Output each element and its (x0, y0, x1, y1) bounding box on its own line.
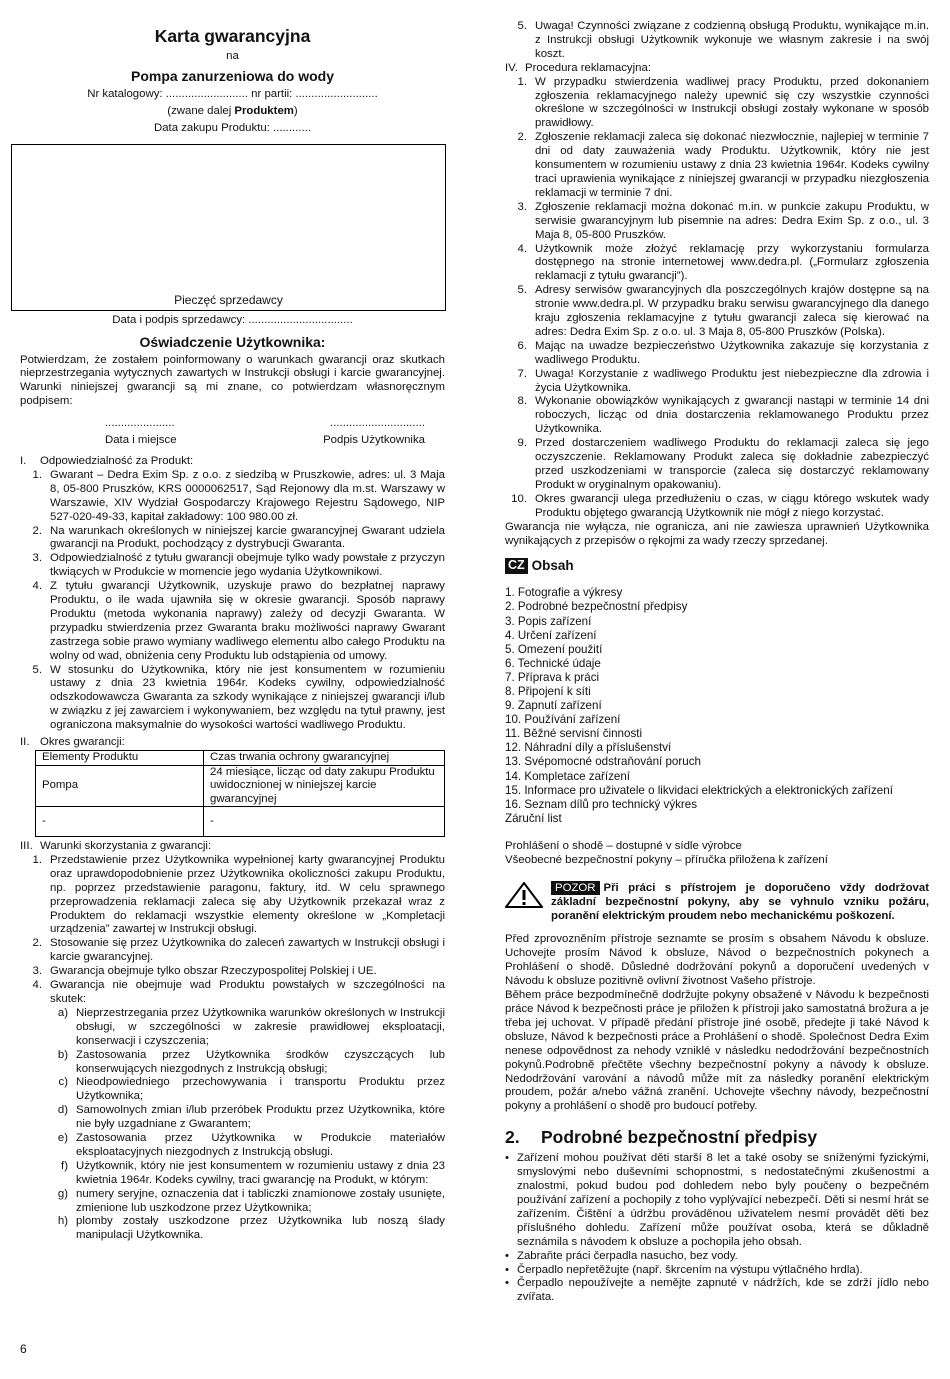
section-2-heading: II. Okres gwarancji: (20, 736, 125, 749)
list-item-text: Zastosowania przez Użytkownika środków czyszczących lub konserwujących niezgodnych z Instrukcją obsługi; (76, 1048, 445, 1075)
bullet-text: Zařízení mohou používat děti starší 8 let a také osoby se sníženými fyzickými, smyslovými nebo duševními schopnostmi, s nedostatečnými zkušenostmi a znalostmi, pokud budou pod dohledem nebo byly poučeny o bezpečném používání zařízení a pochopily z toho vyplývající nebezpečí. Děti si nesmí hrát se zařízením. Čištění a údržbu prováděnou uživatelem nesmí provádět děti bez příslušného dohledu. Zařízení může používat osoba, která se důkladně seznámila s návodem k obsluze a pochopila jeho obsah. (517, 1152, 929, 1248)
list-item (505, 340, 929, 368)
list-item (20, 552, 445, 580)
table-of-contents (505, 586, 929, 826)
toc-entry: 8. Připojení k síti (505, 685, 591, 698)
list-item-number: 6. (517, 339, 527, 352)
list-item-text: Okres gwarancji ulega przedłużeniu o czas, w ciągu którego wskutek wady Produktu objętego gwarancją Użytkownik nie mógł z niego korzystać. (535, 492, 929, 519)
list-item-text: numery seryjne, oznaczenia dat i tabliczki znamionowe zostały usunięte, zmienione lub uszkodzone przez Użytkownika; (76, 1187, 445, 1214)
toc-entry: 12. Náhradní díly a příslušenství (505, 741, 672, 755)
bullet-text: Zabraňte práci čerpadla nasucho, bez vody. (517, 1249, 738, 1262)
list-item (20, 1160, 445, 1188)
list-item-number: 4. (517, 242, 527, 255)
list-item (505, 131, 929, 201)
list-item (20, 1215, 445, 1243)
toc-entry: Záruční list (505, 811, 562, 825)
toc-entry: 14. Kompletace zařízení (505, 769, 631, 783)
right-column (505, 0, 929, 1305)
warning-triangle-icon (505, 882, 551, 924)
cz-contents-title: Obsah (531, 558, 574, 574)
toc-entry: 7. Příprava k práci (505, 670, 600, 684)
list-item (20, 1188, 445, 1216)
bullet-icon: • (505, 1277, 509, 1290)
bullet-text: Čerpadlo nepoužívejte a nemějte zapnuté v nádržích, kde se zdrží jídlo nebo zvířata. (517, 1277, 929, 1304)
left-column (20, 0, 445, 1243)
list-item-number: b) (57, 1048, 68, 1061)
na-text: na (226, 50, 239, 62)
declaration-text: Potwierdzam, że zostałem poinformowany o warunkach gwarancji oraz skutkach nieprzestrzegania wytycznych zawartych w Instrukcji obsługi i karcie gwarancyjnej. Warunki niniejszej gwarancji są mi znane, co potwierdzam własnoręcznym podpisem: (20, 353, 445, 408)
bullet-icon: • (505, 1152, 509, 1165)
intro-paragraph-1: Před zprovozněním přístroje seznamte se prosím s obsahem Návodu k obsluze. Uchovejte prosím Návod k obsluze, Návod o bezpečnostních pokynech a Prohlášení o shodě. Důsledné dodržování pokynů a doporučení uvedených v Návodu k obsluze pozitivně ovlivní životnost Vašeho přístroje. (505, 933, 929, 988)
section-1-list (20, 469, 445, 733)
list-item-number: 3. (517, 200, 527, 213)
toc-entry: 5. Omezení použití (505, 642, 603, 656)
list-item-number: 1. (32, 853, 42, 866)
list-item-text: W przypadku stwierdzenia wadliwej pracy Produktu, przed dokonaniem zgłoszenia reklamacyjnego należy upewnić się czy wszystkie czynności określone w szczególności w Instrukcji obsługi zostały wykonane w sposób prawidłowy. (535, 75, 929, 130)
bullet-item (505, 1264, 929, 1278)
stamp-label: Pieczęć sprzedawcy (174, 292, 283, 307)
toc-entry: 1. Fotografie a výkresy (505, 586, 623, 600)
conformity-line-2: Všeobecné bezpečnostní pokyny – příručka přiložena k zařízení (505, 853, 828, 866)
list-item-text: Użytkownik, który nie jest konsumentem w rozumieniu ustawy z dnia 23 kwietnia 1964r. Kodeks cywilny, traci gwarancję na Produkt, w którym: (76, 1159, 445, 1186)
safety-bullets (505, 1152, 929, 1305)
table-header-row (36, 751, 445, 766)
list-item-text: Samowolnych zmian i/lub przeróbek Produktu przez Użytkownika, które nie były uzgadniane z Gwarantem; (76, 1104, 445, 1131)
seller-signature-line: Data i podpis sprzedawcy: ................................. (112, 313, 353, 326)
bullet-icon: • (505, 1249, 509, 1262)
list-item-text: Zgłoszenie reklamacji można dokonać m.in. w punkcie zakupu Produktu, w serwisie gwarancyjnym lub pisemnie na adres: Dedra Exim Sp. z o.o., ul. 3 Maja 8, 05-800 Pruszków. (535, 200, 929, 241)
seller-stamp-box (11, 144, 446, 311)
list-item (20, 1076, 445, 1104)
list-item-text: Gwarant – Dedra Exim Sp. z o.o. z siedzibą w Pruszkowie, adres: ul. 3 Maja 8, 05-800 Pruszków, KRS 0000062517, Sąd Rejonowy dla m.st. Warszawy w Warszawie, XIV Wydział Gospodarczy Krajowego Rejestru Sądowego, NIP 527-020-49-33, kapitał zakładowy: 100 980.00 zł. (50, 468, 445, 523)
bullet-item (505, 1152, 929, 1249)
cz-language-badge: CZ (505, 558, 528, 574)
list-item (505, 76, 929, 132)
list-item-number: 10. (511, 492, 527, 505)
list-item-text: plomby zostały uszkodzone przez Użytkownika lub noszą ślady manipulacji Użytkownika. (76, 1215, 445, 1242)
list-item-text: Stosowanie się przez Użytkownika do zaleceń zawartych w Instrukcji obsługi i karcie gwarancyjnej. (50, 937, 445, 964)
list-item (20, 1132, 445, 1160)
toc-entry: 15. Informace pro uživatele o likvidaci elektrických a elektronických zařízení (505, 783, 893, 797)
list-item-number: h) (57, 1215, 68, 1228)
list-item-number: c) (58, 1076, 68, 1089)
warranty-period-table (35, 750, 445, 837)
user-signature-dots: .............................. (330, 417, 425, 430)
warning-text-block (551, 882, 929, 924)
table-cell: - (36, 807, 204, 837)
list-item-number: 2. (517, 131, 527, 144)
product-name: Pompa zanurzeniowa do wody (130, 67, 335, 84)
list-item-number: 1. (517, 75, 527, 88)
list-item-number: 1. (32, 468, 42, 481)
table-cell: Pompa (36, 765, 204, 807)
list-item-text: Przed dostarczeniem wadliwego Produktu do reklamacji zaleca się jego oczyszczenie. Reklamowany Produkt zaleca się dokładnie zabezpieczyć przed uszkodzeniami w transporcie (zaleca się dostarczyć reklamowany Produkt w oryginalnym opakowaniu). (535, 437, 929, 491)
table-header-cell: Czas trwania ochrony gwarancyjnej (204, 751, 445, 766)
list-item (20, 1104, 445, 1132)
date-place-label: Data i miejsce (105, 434, 177, 447)
list-item (20, 525, 445, 553)
list-item (20, 469, 445, 525)
bullet-text: Čerpadlo nepřetěžujte (např. škrcením na výstupu výtlačného hrdla). (517, 1263, 863, 1276)
list-item (505, 493, 929, 521)
signature-dots (20, 417, 445, 431)
list-item-number: 4. (32, 580, 42, 593)
list-item-number: 9. (517, 437, 527, 450)
toc-entry: 2. Podrobné bezpečnostní předpisy (505, 600, 688, 614)
list-item-number: 2. (32, 937, 42, 950)
safety-warning (505, 882, 929, 924)
list-item-number: 3. (32, 965, 42, 978)
list-item (505, 284, 929, 340)
purchase-date: Data zakupu Produktu: ............ (153, 121, 312, 134)
bullet-item (505, 1277, 929, 1305)
list-item-text: Gwarancja nie obejmuje wad Produktu powstałych w szczególności na skutek: (50, 979, 445, 1005)
list-item (505, 368, 929, 396)
list-item-text: Uwaga! Czynności związane z codzienną obsługą Produktu, wynikające m.in. z Instrukcji obsługi Użytkownik wykonuje we własnym zakresie i na swój koszt. (535, 20, 929, 60)
toc-entry: 13. Svépomocné odstraňování poruch (505, 755, 701, 769)
list-item-number: 5. (517, 20, 527, 32)
list-item-number: 5. (517, 284, 527, 297)
table-row (36, 807, 445, 837)
list-item-number: 8. (517, 395, 527, 408)
table-cell: - (204, 807, 445, 837)
list-item (20, 979, 445, 1007)
date-place-dots: ...................... (105, 417, 175, 430)
toc-entry: 11. Běžné servisní činnosti (505, 727, 643, 741)
product-alias: (zwane dalej Produktem) (167, 104, 298, 117)
list-item (20, 937, 445, 965)
table-row (36, 765, 445, 807)
list-item (505, 395, 929, 437)
section-2-cz-heading: 2. Podrobné bezpečnostní předpisy (505, 1127, 818, 1148)
list-item-text: Nieprzestrzegania przez Użytkownika warunków określonych w Instrukcji obsługi, w szczególności w zakresie prawidłowej eksploatacji, konserwacji i czyszczenia; (76, 1006, 445, 1047)
list-item (20, 1049, 445, 1077)
list-item-text: Użytkownik może złożyć reklamację przy wykorzystaniu formularza dostępnego na stronie internetowej www.dedra.pl. („Formularz zgłoszenia reklamacji z tytułu gwarancji”). (535, 242, 929, 283)
list-item-text: Przedstawienie przez Użytkownika wypełnionej karty gwarancyjnej Produktu oraz uprawdopodobnienie przez Użytkownika okoliczności zakupu Produktu, np. poprzez przedstawienie paragonu, faktury, itd. W celu sprawnego przeprowadzenia reklamacji zaleca się aby Użytkownik przekazał wraz z Produktem do reklamacji wszystkie elementy określone w „Kompletacji urządzenia” zawartej w Instrukcji obsługi. (50, 853, 445, 936)
warranty-card-title: Karta gwarancyjna (154, 26, 311, 46)
list-item-text: Mając na uwadze bezpieczeństwo Użytkownika zakazuje się korzystania z wadliwego Produktu. (535, 339, 929, 366)
list-item-number: a) (57, 1006, 68, 1019)
declaration-title: Oświadczenie Użytkownika: (139, 333, 326, 350)
closing-statement: Gwarancja nie wyłącza, nie ogranicza, ani nie zawiesza uprawnień Użytkownika wynikających z przepisów o rękojmi za wady rzeczy sprzedanej. (505, 520, 929, 547)
intro-paragraph-2: Během práce bezpodmínečně dodržujte pokyny obsažené v Návodu k bezpečnosti práce Návod k bezpečnosti práce je přiložen k přístroji jako samostatná brožura a je třeba jej uchovat. V případě předání přístroje jiné osobě, předejte ji také Návod k obsluze, Návod k bezpečnosti práce a Prohlášení o shodě. Společnost Dedra Exim nenese odpovědnost za nehody vzniklé v následku nedodržování bezpečnostních pokynů.Podrobně přečtěte všechny bezpečnostní pokyny a návody k obsluze. Nedodržování varování a návodů může mít za následky poranění elektrickým proudem, požár a/nebo vážná zranění. Uchovejte všechny návody, bezpečnostní pokyny a prohlášení o shodě pro budoucí potřeby. (505, 989, 929, 1113)
list-item (20, 965, 445, 979)
list-item-text: Uwaga! Korzystanie z wadliwego Produktu jest niebezpieczne dla zdrowia i życia Użytkownika. (535, 367, 929, 394)
section-3-heading: III. Warunki skorzystania z gwarancji: (20, 840, 212, 852)
list-item (505, 20, 929, 62)
list-item-text: Na warunkach określonych w niniejszej karcie gwarancyjnej Gwarant udziela gwarancji na Produkt, pochodzący z dystrybucji Gwaranta. (50, 524, 445, 551)
conformity-line-1: Prohlášení o shodě – dostupné v sídle výrobce (505, 839, 742, 852)
list-item (20, 580, 445, 663)
list-item-number: e) (57, 1132, 68, 1145)
section-3-continued-list (505, 20, 929, 62)
user-signature-label: Podpis Użytkownika (323, 434, 425, 447)
section-4-heading: IV. Procedura reklamacyjna: (505, 61, 651, 74)
list-item-text: Adresy serwisów gwarancyjnych dla poszczególnych krajów dostępne są na stronie www.dedra.pl. W przypadku braku serwisu gwarancyjnego dla danego kraju zgłoszenia reklamacyjne z tytułu gwarancji zaleca się kierować na adres: Dedra Exim Sp. z o.o. ul. 3 Maja 8, 05-800 Pruszków (Polska). (535, 284, 929, 338)
section-4-list (505, 76, 929, 521)
section-1-heading: I. Odpowiedzialność za Produkt: (20, 454, 194, 467)
toc-entry: 4. Určení zařízení (505, 628, 597, 642)
list-item-text: Gwarancja obejmuje tylko obszar Rzeczypospolitej Polskiej i UE. (50, 965, 377, 978)
list-item-number: d) (57, 1104, 68, 1117)
list-item-text: Z tytułu gwarancji Użytkownik, uzyskuje prawo do bezpłatnej naprawy Produktu, o ile wada ujawniła się w okresie gwarancji. Sposób naprawy Produktu (metoda wykonania naprawy) zależy od decyzji Gwaranta. W przypadku stwierdzenia przez Gwaranta braku możliwości naprawy Gwarant zastrzega sobie prawo wymiany wadliwego elementu albo całego Produktu na wolny od wad, obniżenia ceny Produktu lub odstąpienia od umowy. (50, 580, 445, 662)
list-item-text: Nieodpowiedniego przechowywania i transportu Produktu przez Użytkownika; (76, 1076, 445, 1103)
list-item (505, 201, 929, 243)
toc-entry: 10. Používání zařízení (505, 713, 621, 727)
section-3-sublist (20, 1007, 445, 1243)
list-item-text: Zgłoszenie reklamacji zaleca się dokonać niezwłocznie, najlepiej w terminie 7 dni od daty zauważenia wady Produktu. Użytkownik, który nie jest konsumentem w rozumieniu ustawy z dnia 23 kwietnia 1964r. Kodeks cywilny traci uprawienia wynikające z niniejszej gwarancji w przypadku niezgłoszenia reklamacji w terminie 7 dni. (535, 131, 929, 199)
list-item-number: f) (61, 1159, 68, 1172)
list-item (505, 437, 929, 493)
cz-contents-heading (505, 558, 929, 574)
toc-entry: 16. Seznam dílů pro technický výkres (505, 797, 698, 811)
warning-text: Při práci s přístrojem je doporučeno vždy dodržovat základní bezpečnostní pokyny, aby se vyhnulo vzniku požáru, poranění elektrickým proudem nebo mechanickému poškození. (551, 881, 929, 922)
section-3-list (20, 854, 445, 1007)
list-item-number: g) (57, 1187, 68, 1200)
list-item-text: Odpowiedzialność z tytułu gwarancji obejmuje tylko wady powstałe z przyczyn tkwiących w Produkcie w momencie jego wydania Użytkownikowi. (50, 552, 445, 579)
toc-entry: 6. Technické údaje (505, 656, 601, 670)
list-item-number: 4. (32, 979, 42, 992)
list-item-text: Zastosowania przez Użytkownika w Produkcie materiałów eksploatacyjnych niezgodnych z Instrukcją obsługi. (76, 1132, 445, 1158)
list-item (20, 1007, 445, 1049)
pozor-badge: POZOR (551, 881, 600, 895)
list-item (20, 854, 445, 937)
list-item-text: W stosunku do Użytkownika, który nie jest konsumentem w rozumieniu ustawy z dnia 23 kwietnia 1964r. Kodeks cywilny, odpowiedzialność odszkodowawcza Gwaranta za szkody wynikające z niniejszej gwarancji i/lub w związku z jej zawarciem i wykonywaniem, bez względu na tytuł prawny, jest ograniczona maksymalnie do wysokości wartości wadliwego Produktu. (50, 663, 445, 732)
list-item (20, 664, 445, 734)
list-item-number: 7. (517, 367, 527, 380)
bullet-item (505, 1250, 929, 1264)
list-item-number: 3. (32, 552, 42, 565)
toc-entry: 9. Zapnutí zařízení (505, 699, 602, 713)
bullet-icon: • (505, 1263, 509, 1276)
page-number: 6 (20, 1342, 27, 1356)
catalog-line: Nr katalogowy: .......................... nr partii: .......................... (87, 87, 378, 100)
toc-entry: 3. Popis zařízení (505, 614, 592, 628)
signature-labels (20, 434, 445, 448)
table-header-cell: Elementy Produktu (36, 751, 204, 766)
list-item-number: 2. (32, 524, 42, 537)
list-item-text: Wykonanie obowiązków wynikających z gwarancji nastąpi w terminie 14 dni roboczych, licząc od dnia dostarczenia reklamowanego Produktu przez Użytkownika. (535, 395, 929, 436)
table-cell: 24 miesiące, licząc od daty zakupu Produktu uwidocznionej w niniejszej karcie gwarancyjnej (204, 765, 445, 807)
list-item (505, 243, 929, 285)
list-item-number: 5. (32, 663, 42, 676)
